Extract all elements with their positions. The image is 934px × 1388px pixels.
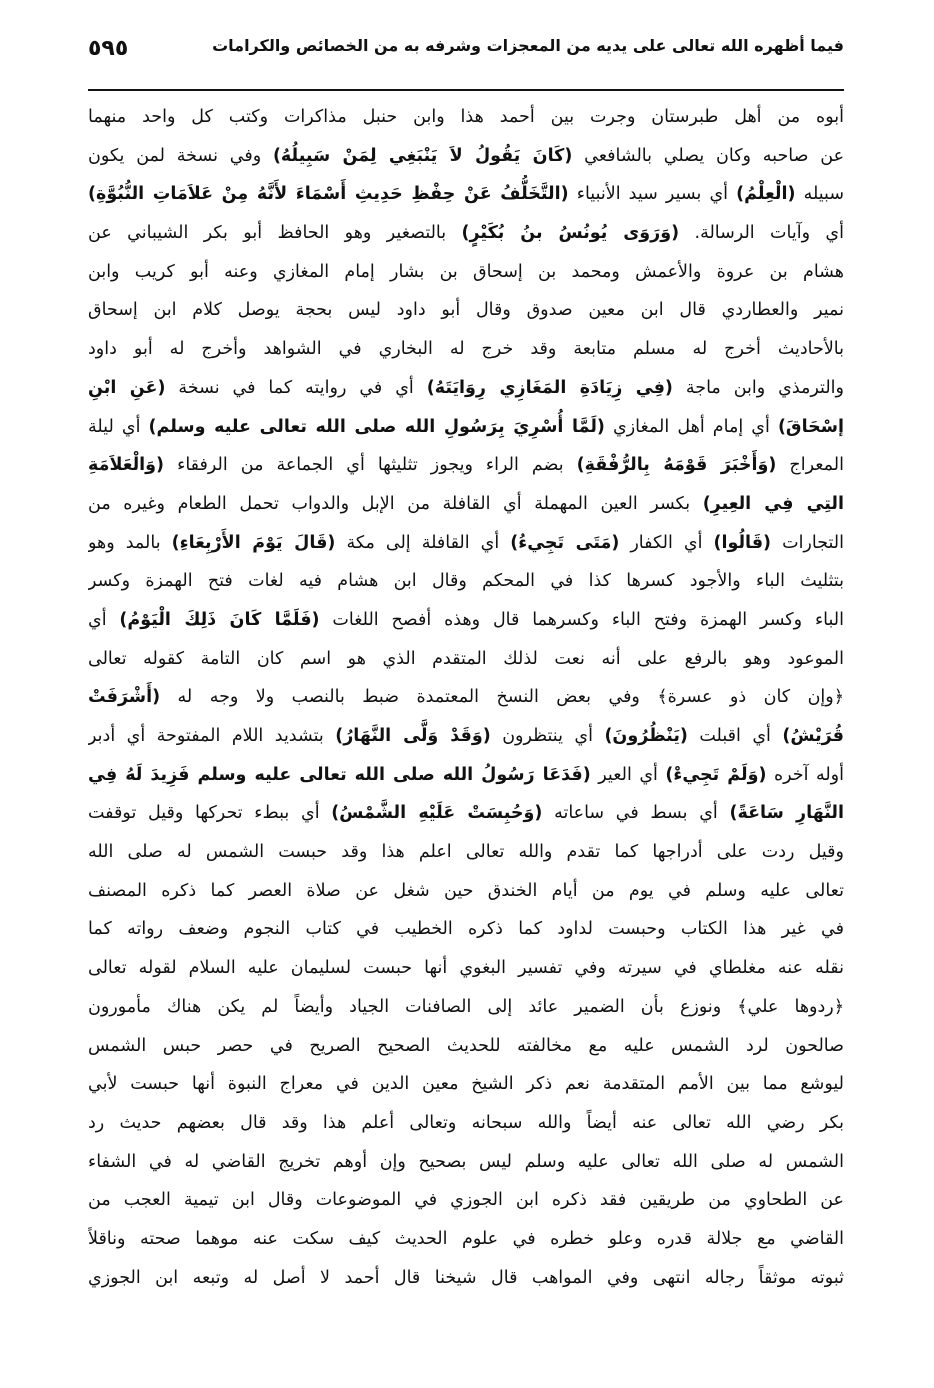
text-line xyxy=(88,330,844,369)
text-line xyxy=(88,1181,844,1220)
commentary-text-segment: بتثليث الباء والأجود كسرها كذا في المحكم وقال ابن هشام فيه لغات فتح الهمزة وكسر xyxy=(88,571,844,592)
commentary-text-segment: أي ينتظرون xyxy=(490,726,605,746)
quoted-text-segment: (فَلَمَّا كَانَ ذَلِكَ الْيَوْمُ) xyxy=(119,609,320,630)
text-line xyxy=(88,446,844,485)
text-line xyxy=(88,369,844,408)
text-line xyxy=(88,833,844,872)
text-line xyxy=(88,756,844,795)
commentary-text-segment: أي ليلة xyxy=(88,416,149,437)
commentary-text-segment: التجارات xyxy=(771,532,844,553)
commentary-text-segment: نقله عنه مغلطاي في سيرته وفي تفسير البغوي أنها حبست لسليمان عليه السلام لقوله تعالى xyxy=(88,958,844,979)
commentary-text-segment: وقيل ردت على أدراجها كما تقدم والله تعالى اعلم هذا وقد حبست الشمس له صلى الله xyxy=(88,842,844,863)
commentary-text-segment: نمير والعطاردي قال ابن معين صدوق وقال أبو داود ليس بحجة يوصل كلام ابن إسحاق xyxy=(88,300,844,321)
commentary-text-segment: أي بسير سيد الأنبياء xyxy=(568,184,737,205)
text-line xyxy=(88,910,844,949)
running-header xyxy=(88,28,844,88)
text-line xyxy=(88,291,844,330)
commentary-text-segment: أي الكفار xyxy=(619,532,714,553)
commentary-text-segment: ﴿وإن كان ذو عسرة﴾ وفي بعض النسخ المعتمدة ضبط بالنصب ولا وجه له xyxy=(160,687,844,708)
quoted-text-segment: التِي فِي العِيرِ) xyxy=(702,493,844,514)
text-line xyxy=(88,1143,844,1182)
commentary-text-segment: هشام بن عروة والأعمش ومحمد بن إسحاق بن بشار إمام المغازي وعنه أبو كريب وابن xyxy=(88,261,844,282)
commentary-text-segment: عن صاحبه وكان يصلي بالشافعي xyxy=(572,145,844,166)
commentary-text-segment: أي ببطء تحركها وقيل توقفت xyxy=(88,803,332,824)
quoted-text-segment: (عَنِ ابْنِ xyxy=(88,377,166,398)
text-line xyxy=(88,485,844,524)
quoted-text-segment: (وَالْعَلاَمَةِ xyxy=(88,455,165,476)
quoted-text-segment: (أَشْرَفَتْ xyxy=(88,687,161,708)
quoted-text-segment: (فَدَعَا رَسُولُ الله صلى الله تعالى عليه وسلم فَزِيدَ لَهُ فِي xyxy=(88,764,591,785)
page-number: ٥٩٥ xyxy=(88,36,129,61)
commentary-text-segment: أي xyxy=(88,609,120,630)
commentary-text-segment: بالمد وهو xyxy=(88,532,172,553)
quoted-text-segment: قُرَيْشُ) xyxy=(782,726,844,746)
quoted-text-segment: (وَلَمْ تَجِيءْ) xyxy=(665,764,767,785)
commentary-text-segment: بتشديد اللام المفتوحة أي أدبر xyxy=(88,726,336,746)
quoted-text-segment: إسْحَاقَ) xyxy=(777,416,844,437)
text-line xyxy=(88,214,844,253)
text-line xyxy=(88,1065,844,1104)
text-line xyxy=(88,1259,844,1298)
commentary-text-segment: أي اقبلت xyxy=(687,726,783,746)
quoted-text-segment: (فِي زِيَادَةِ المَغَازِي رِوَايَتَهُ) xyxy=(426,377,673,398)
text-line xyxy=(88,98,844,137)
commentary-text-segment: أوله آخره xyxy=(766,764,844,785)
commentary-text-segment: بضم الراء ويجوز تثليثها أي الجماعة من الرفقاء xyxy=(164,455,577,476)
quoted-text-segment: (التَّخَلُّفُ عَنْ حِفْظِ حَدِيثِ أَسْمَاءَ لأَنَّهُ مِنْ عَلاَمَاتِ النُّبُوَّةِ) xyxy=(88,184,569,205)
quoted-text-segment: (وَأَخْبَرَ قَوْمَهُ بِالرُّفْقَةِ) xyxy=(576,455,777,476)
quoted-text-segment: (يَنْظُرُونَ) xyxy=(604,726,688,746)
commentary-text-segment: سبيله xyxy=(795,184,844,205)
text-line xyxy=(88,949,844,988)
text-line xyxy=(88,1220,844,1259)
quoted-text-segment: النَّهَارِ سَاعَةً) xyxy=(729,803,844,824)
commentary-text-segment: المعراج xyxy=(776,455,844,476)
quoted-text-segment: (وَحُبِسَتْ عَلَيْهِ الشَّمْسُ) xyxy=(331,803,543,824)
text-line xyxy=(88,1104,844,1143)
commentary-text-segment: الشمس له صلى الله تعالى عليه وسلم ليس بصحيح وإن أوهم تخريج القاضي له في الشفاء xyxy=(88,1151,844,1172)
text-line xyxy=(88,988,844,1027)
commentary-text-segment: تعالى عليه وسلم في يوم من أيام الخندق حين شغل عن صلاة العصر كما ذكره المصنف xyxy=(88,880,844,901)
quoted-text-segment: (الْعِلْمُ) xyxy=(736,184,796,205)
commentary-text-segment: أي بسط في ساعاته xyxy=(542,803,730,824)
commentary-text-segment: بكر رضي الله تعالى عنه أيضاً والله سبحانه وتعالى أعلم هذا وقد قال بعضهم حديث رد xyxy=(88,1112,844,1133)
commentary-text-segment: الباء وكسر الهمزة وفتح الباء وكسرهما قال وهذه أفصح اللغات xyxy=(319,609,844,630)
body-text xyxy=(88,98,844,1297)
text-line xyxy=(88,640,844,679)
text-line xyxy=(88,872,844,911)
commentary-text-segment: أي وآيات الرسالة. xyxy=(679,223,844,244)
text-line xyxy=(88,678,844,717)
text-line xyxy=(88,524,844,563)
commentary-text-segment: القاضي مع جلالة قدره وعلو خطره في علوم الحديث كيف سكت عنه موهما صحته وناقلاً xyxy=(88,1228,844,1249)
text-line xyxy=(88,717,844,756)
text-line xyxy=(88,408,844,447)
commentary-text-segment: أبوه من أهل طبرستان وجرت بين أحمد هذا وابن حنبل مذاكرات وكتب كل واحد منهما xyxy=(88,107,844,127)
commentary-text-segment: بكسر العين المهملة أي القافلة من الإبل والدواب تحمل الطعام وغيره من xyxy=(88,493,703,514)
quoted-text-segment: (وَرَوَى يُونُسُ بنُ بُكَيْرٍ) xyxy=(461,223,680,244)
commentary-text-segment: ليوشع مما بين الأمم المتقدمة نعم ذكر الشيخ معين الدين في معراج النبوة أنها حبست لأبي xyxy=(88,1074,844,1095)
text-line xyxy=(88,601,844,640)
commentary-text-segment: ثبوته موثقاً رجاله انتهى وفي المواهب قال شيخنا قال أحمد لا أصل له وتبعه ابن الجوزي xyxy=(88,1267,844,1288)
quoted-text-segment: (مَتَى تَجِيءُ) xyxy=(510,532,620,553)
commentary-text-segment: أي في روايته كما في نسخة xyxy=(165,377,427,398)
text-line xyxy=(88,562,844,601)
commentary-text-segment: عن الطحاوي من طريقين فقد ذكره ابن الجوزي في الموضوعات وقال ابن تيمية العجب من xyxy=(88,1190,844,1211)
header-divider xyxy=(88,89,844,91)
quoted-text-segment: (قَالُوا) xyxy=(713,532,772,553)
commentary-text-segment: بالتصغير وهو الحافظ أبو بكر الشيباني عن xyxy=(88,223,462,244)
commentary-text-segment: بالأحاديث أخرج له مسلم متابعة وقد خرج له البخاري في الشواهد وأخرج له أبو داود xyxy=(88,339,844,360)
commentary-text-segment: في غير هذا الكتاب وحبست لداود كما ذكره الخطيب في كتاب النجوم وضعف رواته كما xyxy=(88,919,844,940)
running-title: فيما أظهره الله تعالى على يديه من المعجزات وشرفه به من الخصائص والكرامات xyxy=(212,36,844,55)
quoted-text-segment: (وَقَدْ وَلَّى النَّهَارُ) xyxy=(335,726,491,746)
commentary-text-segment: أي إمام أهل المغازي xyxy=(604,416,778,437)
text-line xyxy=(88,794,844,833)
commentary-text-segment: أي القافلة إلى مكة xyxy=(335,532,511,553)
commentary-text-segment: الموعود وهو بالرفع على أنه نعت لذلك المتقدم الذي هو اسم كان التامة كقوله تعالى xyxy=(88,648,844,669)
text-line xyxy=(88,1027,844,1066)
commentary-text-segment: ﴿ردوها علي﴾ ونوزع بأن الضمير عائد إلى الصافنات الجياد وأيضاً لم يكن هناك مأمورون xyxy=(88,996,844,1017)
quoted-text-segment: (قَالَ يَوْمَ الأَرْبِعَاءِ) xyxy=(171,532,336,553)
commentary-text-segment: والترمذي وابن ماجة xyxy=(672,377,844,398)
commentary-text-segment: وفي نسخة لمن يكون xyxy=(88,145,273,166)
text-line xyxy=(88,253,844,292)
text-line xyxy=(88,137,844,176)
quoted-text-segment: (كَانَ يَقُولُ لاَ يَنْبَغِي لِمَنْ سَبِيلُهُ) xyxy=(272,145,573,166)
text-line xyxy=(88,175,844,214)
commentary-text-segment: صالحون لرد الشمس عليه مع مخالفته للحديث الصحيح الصريح في حصر حبس الشمس xyxy=(88,1035,844,1056)
commentary-text-segment: أي العير xyxy=(590,764,666,785)
quoted-text-segment: (لَمَّا أُسْرِيَ بِرَسُولِ الله صلى الله تعالى عليه وسلم) xyxy=(148,416,605,437)
